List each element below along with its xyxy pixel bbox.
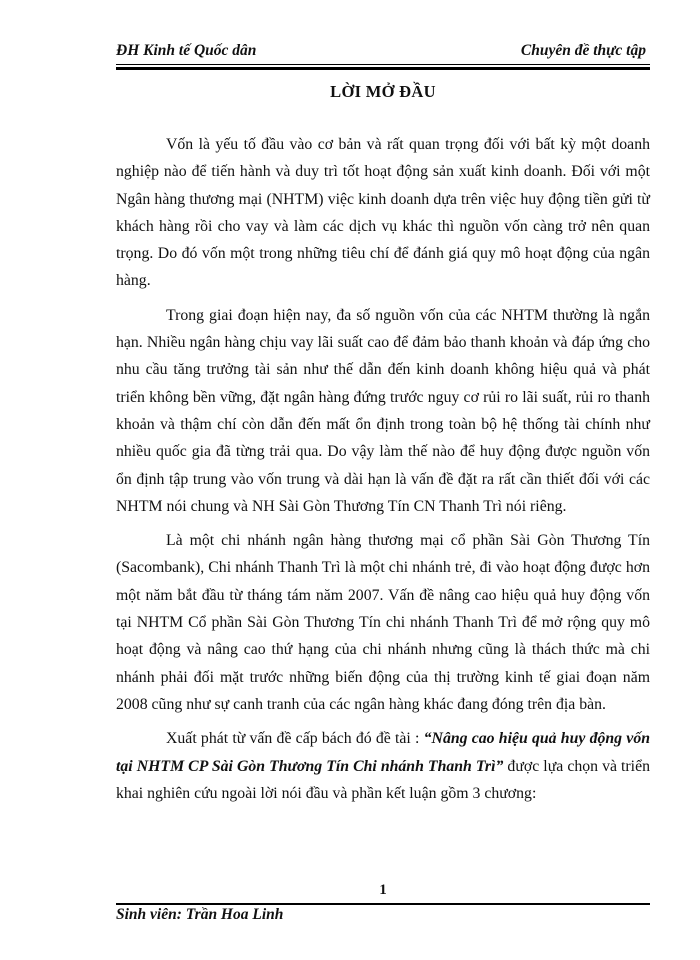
- page-header: [116, 38, 650, 66]
- footer-student-name: Sinh viên: Trần Hoa Linh: [116, 906, 284, 923]
- paragraph-1: Vốn là yếu tố đầu vào cơ bản và rất quan trọng đối với bất kỳ một doanh nghiệp nào để tiến hành và duy trì tốt hoạt động sản xuất kinh doanh. Đối với một Ngân hàng thương mại (NHTM) việc kinh doanh dựa trên việc huy động tiền gửi từ khách hàng rồi cho vay và làm các dịch vụ khác thì nguồn vốn càng trở nên quan trọng. Do đó vốn một trong những tiêu chí để đánh giá quy mô hoạt động của ngân hàng.: [116, 136, 650, 290]
- header-university: ĐH Kinh tế Quốc dân: [116, 42, 257, 59]
- paragraph-4-rest: được lựa chọn và triển khai nghiên cứu ngoài lời nói đầu và phần kết luận gồm 3 chương:: [116, 757, 650, 802]
- paragraph-4: [116, 725, 650, 807]
- paragraph-2: Trong giai đoạn hiện nay, đa số nguồn vốn của các NHTM thường là ngắn hạn. Nhiều ngân hàng chịu vay lãi suất cao để đảm bảo thanh khoản và đáp ứng cho nhu cầu tăng trưởng tài sản như thế dẫn đến kinh doanh không hiệu quả và phát triển không bền vững, đặt ngân hàng đứng trước nguy cơ rủi ro lãi suất, rủi ro thanh khoản và thậm chí còn dẫn đến mất ổn định trong toàn bộ hệ thống tài chính như nhiều quốc gia đã từng trải qua. Do vậy làm thế nào để huy động được nguồn vốn ổn định tập trung vào vốn trung và dài hạn là vấn đề đặt ra rất cần thiết đối với các NHTM nói chung và NH Sài Gòn Thương Tín CN Thanh Trì nói riêng.: [116, 306, 650, 515]
- paragraph-4-intro: Xuất phát từ vấn đề cấp bách đó đề tài :: [166, 730, 424, 748]
- header-rule-thick: [116, 67, 650, 70]
- page-number: 1: [379, 882, 387, 898]
- body-text: [116, 131, 650, 814]
- page-title: LỜI MỞ ĐẦU: [330, 82, 436, 101]
- thesis-topic: “Nâng cao hiệu quả huy động vốn tại NHTM CP Sài Gòn Thương Tín Chi nhánh Thanh Trì”: [116, 730, 650, 775]
- paragraph-3: Là một chi nhánh ngân hàng thương mại cổ phần Sài Gòn Thương Tín (Sacombank), Chi nhánh Thanh Trì là một chi nhánh trẻ, đi vào hoạt động được hơn một năm bắt đầu từ tháng tám năm 2007. Vấn đề nâng cao hiệu quả huy động vốn tại NHTM Cổ phần Sài Gòn Thương Tín chi nhánh Thanh Trì để mở rộng quy mô hoạt động và nâng cao thứ hạng của chi nhánh nhưng cũng là thách thức mà chi nhánh phải đối mặt trước những biến động của thị trường kinh tế giai đoạn năm 2008 cũng như sự canh tranh của các ngân hàng khác đang đóng trên địa bàn.: [116, 532, 650, 713]
- header-rule: [116, 64, 650, 65]
- footer-rule: [116, 903, 650, 905]
- header-document-type: Chuyên đề thực tập: [520, 42, 646, 59]
